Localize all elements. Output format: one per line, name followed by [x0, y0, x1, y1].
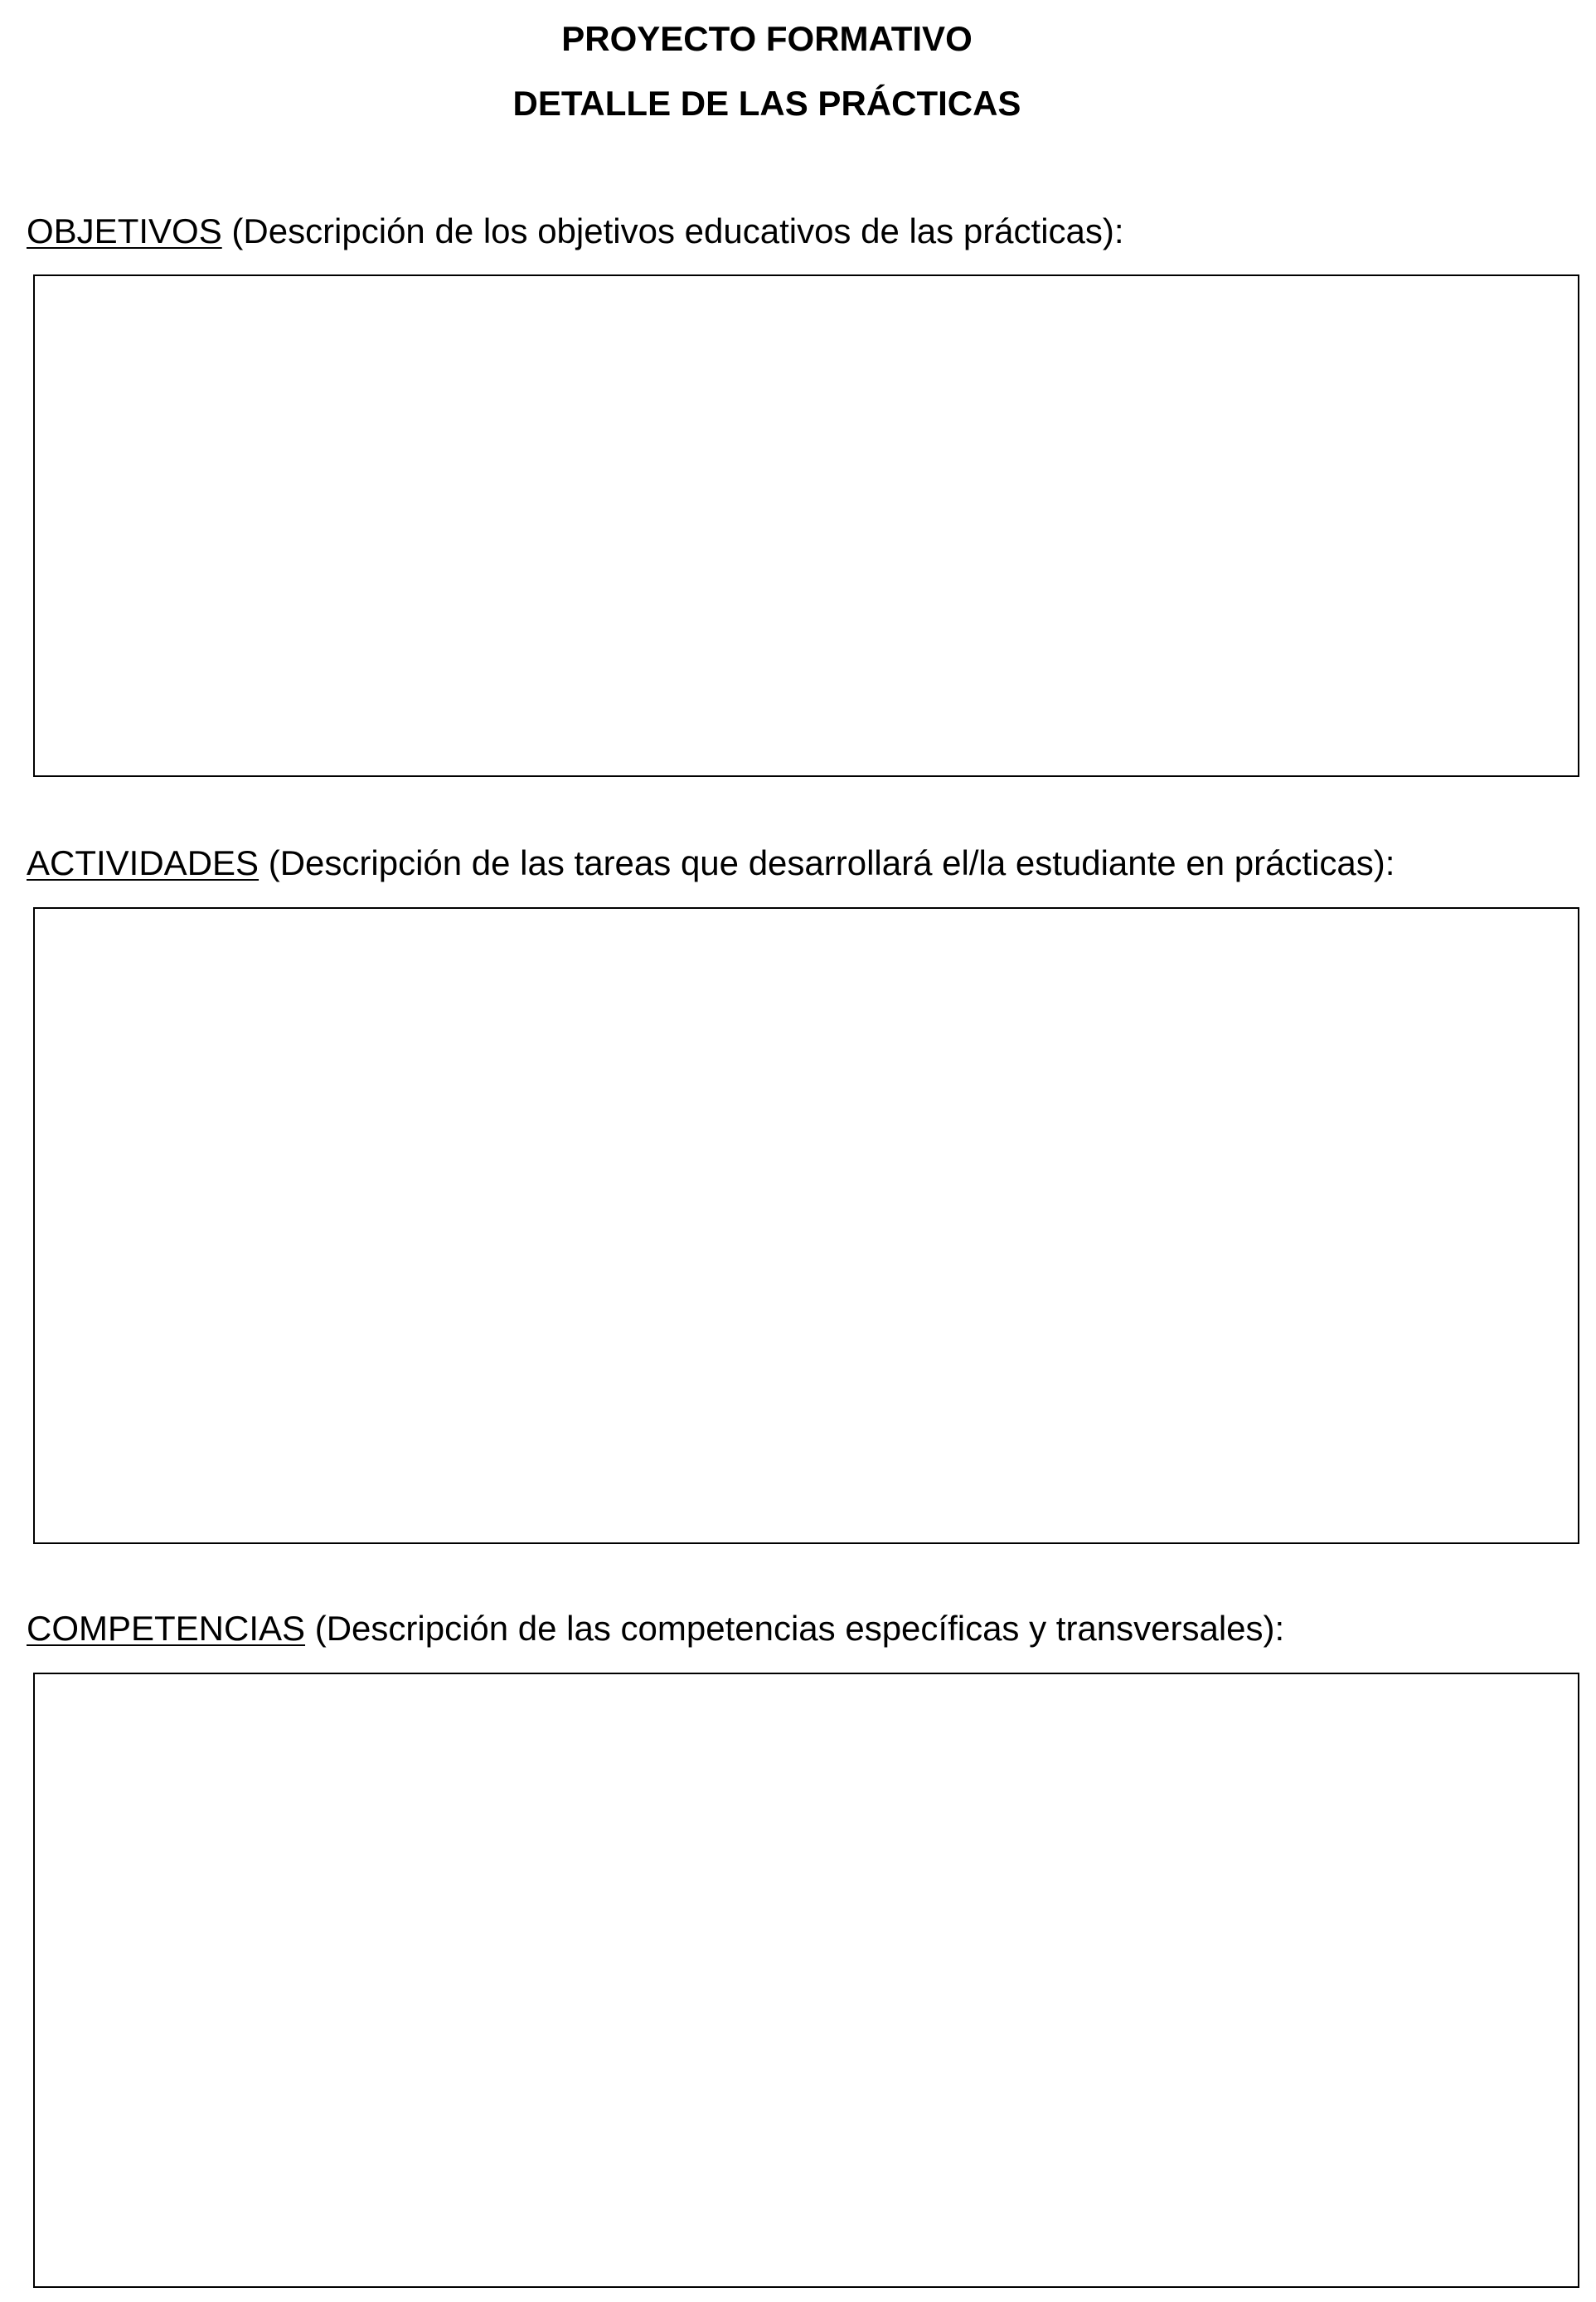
objetivos-description: (Descripción de los objetivos educativos de las prácticas):: [221, 211, 1124, 250]
competencias-keyword: COMPETENCIAS: [27, 1609, 306, 1648]
objetivos-label: [27, 211, 1124, 250]
actividades-text-box[interactable]: [33, 907, 1579, 1544]
actividades-description: (Descripción de las tareas que desarrollará el/la estudiante en prácticas):: [259, 843, 1395, 882]
document-title: PROYECTO FORMATIVO: [561, 19, 973, 58]
objetivos-text-box[interactable]: [33, 274, 1579, 777]
actividades-keyword: ACTIVIDADES: [27, 843, 260, 882]
objetivos-keyword: OBJETIVOS: [27, 211, 222, 250]
document-subtitle: DETALLE DE LAS PRÁCTICAS: [512, 84, 1021, 123]
competencias-description: (Descripción de las competencias específicas y transversales):: [305, 1609, 1285, 1648]
competencias-text-box[interactable]: [33, 1673, 1579, 2288]
actividades-label: [27, 843, 1395, 882]
competencias-label: [27, 1611, 1284, 1646]
